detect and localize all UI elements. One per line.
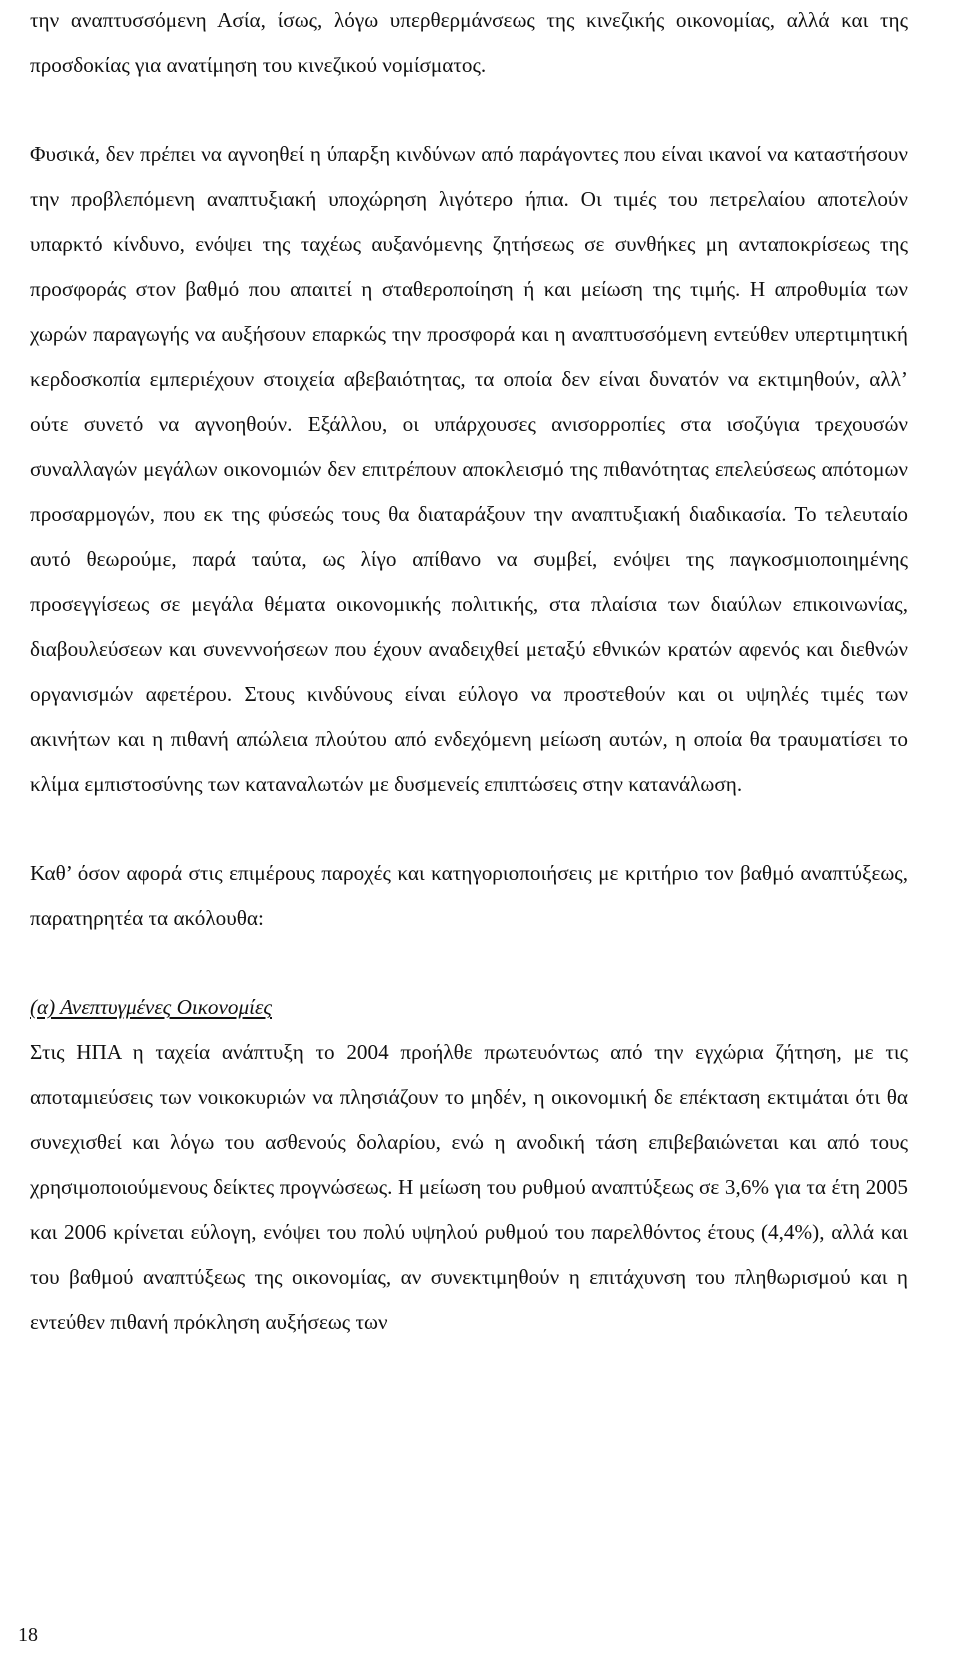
- paragraph-spacer: [30, 88, 908, 132]
- paragraph-spacer: [30, 941, 908, 985]
- paragraph-risks: Φυσικά, δεν πρέπει να αγνοηθεί η ύπαρξη κινδύνων από παράγοντες που είναι ικανοί να καταστήσουν την προβλεπόμενη αναπτυξιακή υποχώρηση λιγότερο ήπια. Οι τιμές του πετρελαίου αποτελούν υπαρκτό κίνδυνο, ενόψει της ταχέως αυξανόμενης ζητήσεως σε συνθήκες μη ανταποκρίσεως της προσφοράς στον βαθμό που απαιτεί η σταθεροποίηση ή και μείωση της τιμής. Η απροθυμία των χωρών παραγωγής να αυξήσουν επαρκώς την προσφορά και η αναπτυσσόμενη εντεύθεν υπερτιμητική κερδοσκοπία εμπεριέχουν στοιχεία αβεβαιότητας, τα οποία δεν είναι δυνατόν να εκτιμηθούν, αλλ’ ούτε συνετό να αγνοηθούν. Εξάλλου, οι υπάρχουσες ανισορροπίες στα ισοζύγια τρεχουσών συναλλαγών μεγάλων οικονομιών δεν επιτρέπουν αποκλεισμό της πιθανότητας επελεύσεως απότομων προσαρμογών, που εκ της φύσεώς τους θα διαταράξουν την αναπτυξιακή διαδικασία. Το τελευταίο αυτό θεωρούμε, παρά ταύτα, ως λίγο απίθανο να συμβεί, ενόψει της παγκοσμιοποιημένης προσεγγίσεως σε μεγάλα θέματα οικονομικής πολιτικής, στα πλαίσια των διαύλων επικοινωνίας, διαβουλεύσεων και συνεννοήσεων που έχουν αναδειχθεί μεταξύ εθνικών κρατών αφενός και διεθνών οργανισμών αφετέρου. Στους κινδύνους είναι εύλογο να προστεθούν και οι υψηλές τιμές των ακινήτων και η πιθανή απώλεια πλούτου από ενδεχόμενη μείωση αυτών, η οποία θα τραυματίσει το κλίμα εμπιστοσύνης των καταναλωτών με δυσμενείς επιπτώσεις στην κατανάλωση.: [30, 142, 908, 796]
- paragraph-spacer: [30, 807, 908, 851]
- paragraph-usa: Στις ΗΠΑ η ταχεία ανάπτυξη το 2004 προήλθε πρωτευόντως από την εγχώρια ζήτηση, με τις αποταμιεύσεις των νοικοκυριών να πλησιάζουν το μηδέν, η οικονομική δε επέκταση εκτιμάται ότι θα συνεχισθεί και λόγω του ασθενούς δολαρίου, ενώ η ανοδική τάση επιβεβαιώνεται και από τους χρησιμοποιούμενους δείκτες προγνώσεως. Η μείωση του ρυθμού αναπτύξεως σε 3,6% για τα έτη 2005 και 2006 κρίνεται εύλογη, ενόψει του πολύ υψηλού ρυθμού του παρελθόντος έτους (4,4%), αλλά και του βαθμού αναπτύξεως της οικονομίας, αν συνεκτιμηθούν η επιτάχυνση του πληθωρισμού και η εντεύθεν πιθανή πρόκληση αυξήσεως των: [30, 1040, 908, 1334]
- document-page: [30, 0, 908, 1345]
- paragraph-asia-continuation: την αναπτυσσόμενη Ασία, ίσως, λόγω υπερθερμάνσεως της κινεζικής οικονομίας, αλλά και της προσδοκίας για ανατίμηση του κινεζικού νομίσματος.: [30, 8, 908, 77]
- section-heading-developed-economies: (α) Ανεπτυγμένες Οικονομίες: [30, 995, 272, 1019]
- paragraph-intro-categories: Καθ’ όσον αφορά στις επιμέρους παροχές και κατηγοριοποιήσεις με κριτήριο τον βαθμό αναπτύξεως, παρατηρητέα τα ακόλουθα:: [30, 861, 908, 930]
- page-number: 18: [18, 1624, 38, 1646]
